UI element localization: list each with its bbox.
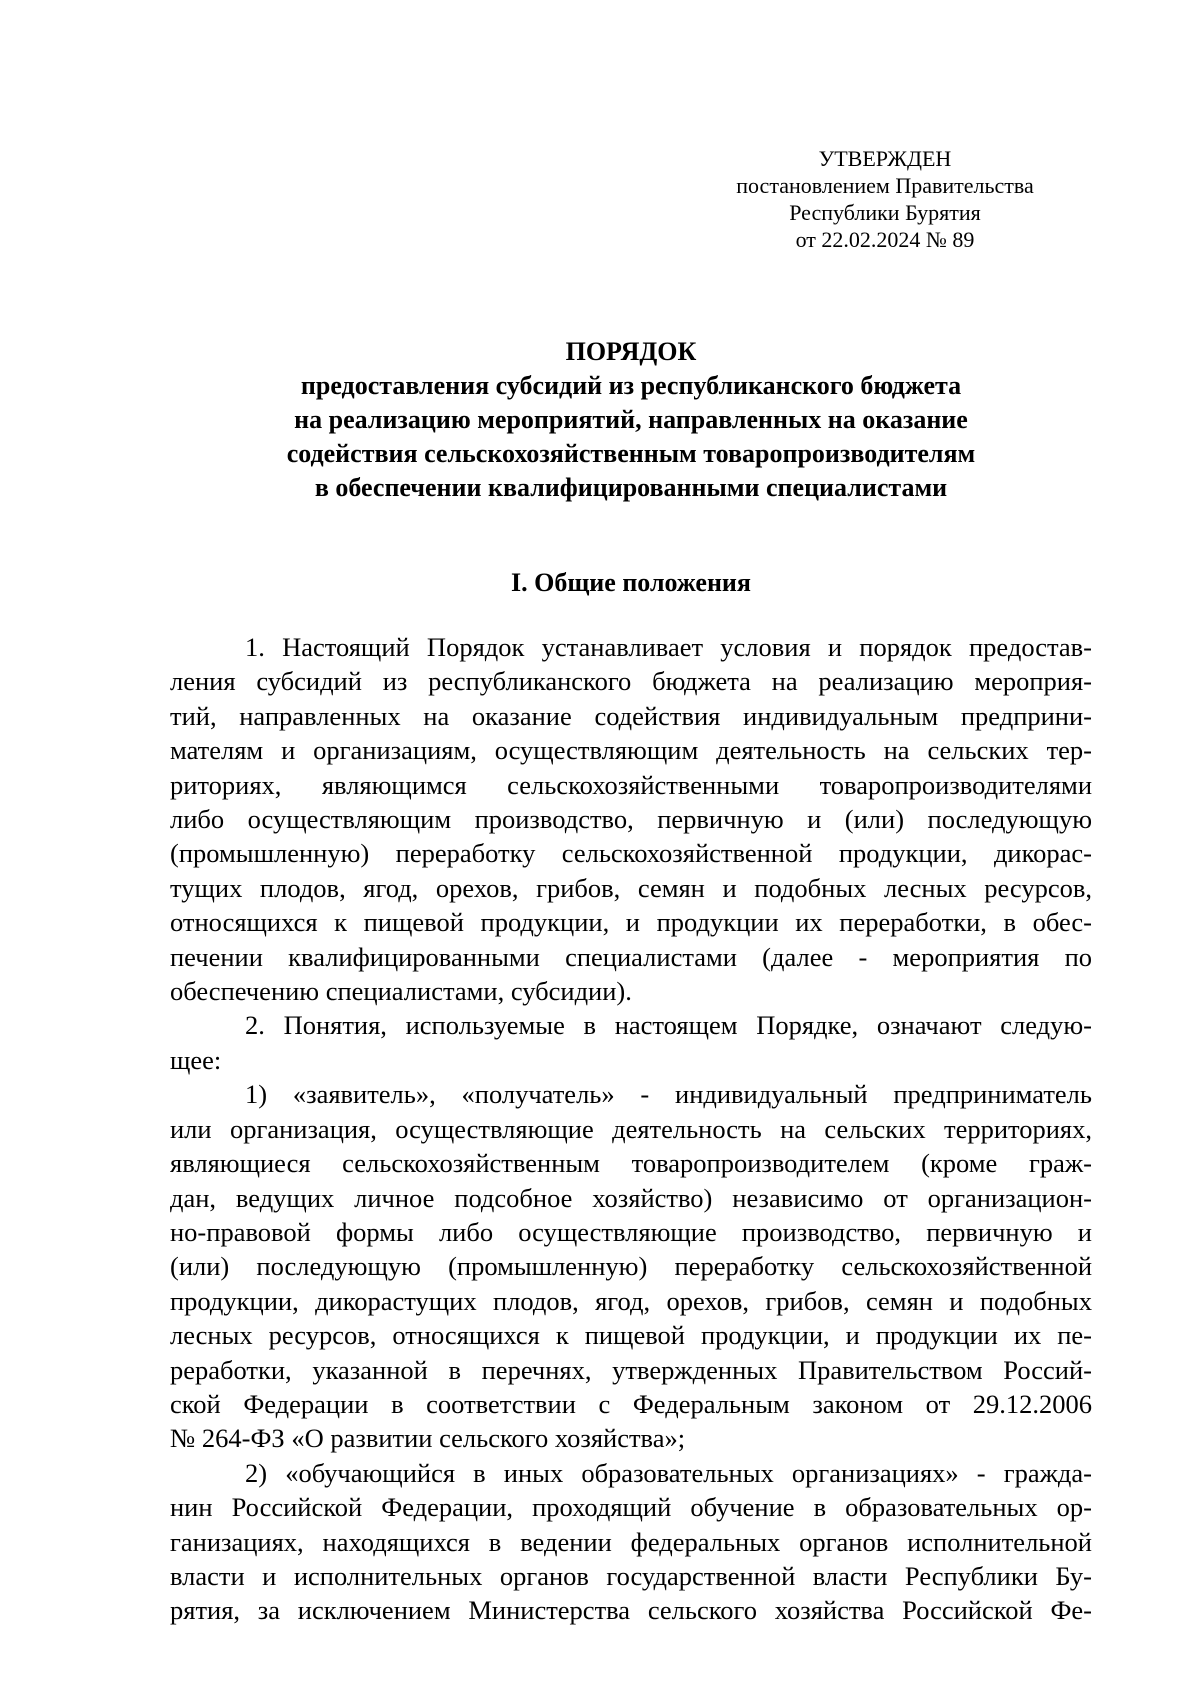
paragraph-line: № 264-ФЗ «О развитии сельского хозяйства»; <box>170 1423 686 1454</box>
paragraph-line: ской Федерации в соответствии с Федеральным законом от 29.12.2006 <box>170 1388 1092 1419</box>
paragraph-line: лесных ресурсов, относящихся к пищевой продукции, и продукции их пе- <box>170 1320 1092 1351</box>
title-line-5: в обеспечении квалифицированными специалистами <box>314 473 948 502</box>
title-line-3: на реализацию мероприятий, направленных на оказание <box>294 405 968 434</box>
approval-line-approved: УТВЕРЖДЕН <box>818 146 952 171</box>
paragraph-line: власти и исполнительных органов государственной власти Республики Бу- <box>170 1560 1092 1591</box>
paragraph-line: дан, ведущих личное подсобное хозяйство) независимо от организацион- <box>170 1182 1092 1213</box>
paragraph-line: щее: <box>170 1044 222 1075</box>
paragraph-line: печении квалифицированными специалистами (далее - мероприятия по <box>170 941 1092 972</box>
paragraph-line: тий, направленных на оказание содействия индивидуальным предприни- <box>170 700 1092 731</box>
document-title <box>170 335 1092 505</box>
paragraph-line: или организация, осуществляющие деятельность на сельских территориях, <box>170 1113 1092 1144</box>
paragraph-line: ганизациях, находящихся в ведении федеральных органов исполнительной <box>170 1526 1092 1557</box>
title-line-1: ПОРЯДОК <box>565 337 697 366</box>
paragraph-line: обеспечению специалистами, субсидии). <box>170 976 632 1007</box>
paragraph-line: 1) «заявитель», «получатель» - индивидуальный предприниматель <box>245 1079 1092 1110</box>
paragraph-line: относящихся к пищевой продукции, и продукции их переработки, в обес- <box>170 907 1092 938</box>
paragraph-line: тущих плодов, ягод, орехов, грибов, семян и подобных лесных ресурсов, <box>170 872 1092 903</box>
paragraph-line: рятия, за исключением Министерства сельского хозяйства Российской Фе- <box>170 1595 1092 1626</box>
approval-line-resolution: постановлением Правительства <box>736 173 1034 198</box>
approval-stamp <box>700 145 1070 253</box>
title-line-4: содействия сельскохозяйственным товаропроизводителям <box>286 439 976 468</box>
paragraph-line: ления субсидий из республиканского бюджета на реализацию мероприя- <box>170 666 1092 697</box>
paragraph-line: риториях, являющимся сельскохозяйственными товаропроизводителями <box>170 769 1092 800</box>
title-line-2: предоставления субсидий из республиканского бюджета <box>300 371 962 400</box>
approval-line-date: от 22.02.2024 № 89 <box>795 227 975 252</box>
paragraph-line: продукции, дикорастущих плодов, ягод, орехов, грибов, семян и подобных <box>170 1285 1092 1316</box>
paragraph-line: либо осуществляющим производство, первичную и (или) последующую <box>170 804 1092 835</box>
paragraph-line: 2) «обучающийся в иных образовательных организациях» - гражда- <box>245 1457 1092 1488</box>
body-text <box>170 630 1092 1628</box>
paragraph-line: (промышленную) переработку сельскохозяйственной продукции, дикорас- <box>170 838 1092 869</box>
paragraph-line: 1. Настоящий Порядок устанавливает условия и порядок предостав- <box>245 632 1092 662</box>
paragraph-line: но-правовой формы либо осуществляющие производство, первичную и <box>170 1216 1092 1247</box>
approval-line-republic: Республики Бурятия <box>789 200 981 225</box>
paragraph-line: 2. Понятия, используемые в настоящем Порядке, означают следую- <box>245 1010 1092 1041</box>
section-heading: I. Общие положения <box>511 568 751 597</box>
paragraph-line: (или) последующую (промышленную) переработку сельскохозяйственной <box>170 1251 1092 1282</box>
paragraph-line: нин Российской Федерации, проходящий обучение в образовательных ор- <box>170 1492 1092 1523</box>
paragraph-line: реработки, указанной в перечнях, утвержденных Правительством Россий- <box>170 1354 1092 1385</box>
paragraph-line: мателям и организациям, осуществляющим деятельность на сельских тер- <box>170 735 1092 766</box>
paragraph-line: являющиеся сельскохозяйственным товаропроизводителем (кроме граж- <box>170 1148 1092 1179</box>
